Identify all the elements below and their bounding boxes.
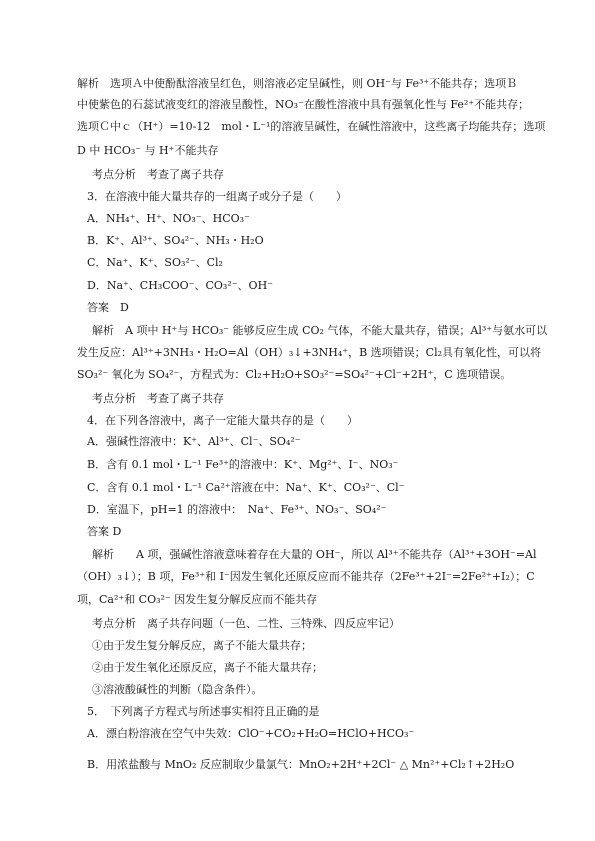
section-heading: 考点分析 离子共存问题（一色、二性、三特殊、四反应牢记）: [92, 617, 400, 630]
text-line: 解析 选项Ａ中使酚酞溶液呈红色，则溶液必定呈碱性，则 OH⁻与 Fe³⁺不能共存；选项Ｂ: [77, 77, 518, 90]
list-item: ①由于发生复分解反应，离子不能大量共存；: [92, 639, 312, 652]
option-c: C．含有 0.1 mol・L⁻¹ Ca²⁺溶液在中：Na⁺、K⁺、CO₃²⁻、Cl⁻: [87, 481, 405, 494]
text-line: 解析 A 项，强碱性溶液意味着存在大量的 OH⁻，所以 Al³⁺不能共存（Al³⁺+3OH⁻=Al: [92, 548, 537, 561]
option-d: D．室温下，pH=1 的溶液中： Na⁺、Fe³⁺、NO₃⁻、SO₄²⁻: [87, 503, 387, 516]
question-stem: 5． 下列离子方程式与所述事实相符且正确的是: [87, 705, 320, 718]
option-b: B．用浓盐酸与 MnO₂ 反应制取少量氯气：MnO₂+2H⁺+2Cl⁻ △ Mn²⁺+Cl₂↑+2H₂O: [87, 758, 515, 771]
text-line: D 中 HCO₃⁻ 与 H⁺不能共存: [77, 144, 219, 157]
question-stem: 4．在下列各溶液中，离子一定能大量共存的是（ ）: [87, 414, 358, 427]
option-a: A．强碱性溶液中：K⁺、Al³⁺、Cl⁻、SO₄²⁻: [87, 435, 301, 448]
option-c: C．Na⁺、K⁺、SO₃²⁻、Cl₂: [87, 256, 223, 269]
text-line: （OH）₃↓）；B 项，Fe³⁺和 I⁻因发生氧化还原反应而不能共存（2Fe³⁺+2I⁻=2Fe²⁺+I₂）；C: [77, 570, 535, 583]
option-d: D．Na⁺、CH₃COO⁻、CO₃²⁻、OH⁻: [87, 279, 273, 292]
option-b: B．K⁺、Al³⁺、SO₄²⁻、NH₃・H₂O: [87, 234, 264, 247]
question-stem: 3．在溶液中能大量共存的一组离子或分子是（ ）: [87, 190, 347, 203]
text-line: 中使紫色的石蕊试液变红的溶液呈酸性，NO₃⁻在酸性溶液中具有强氧化性与 Fe²⁺不能共存；: [77, 98, 530, 111]
answer-label: 答案 D: [87, 525, 122, 538]
section-heading: 考点分析 考查了离子共存: [92, 168, 224, 181]
option-a: A．漂白粉溶液在空气中失效：ClO⁻+CO₂+H₂O=HClO+HCO₃⁻: [87, 727, 415, 740]
list-item: ②由于发生氧化还原反应，离子不能大量共存；: [92, 661, 323, 674]
text-line: 解析 A 项中 H⁺与 HCO₃⁻ 能够反应生成 CO₂ 气体，不能大量共存，错误；Al³⁺与氨水可以: [92, 324, 548, 337]
list-item: ③溶液酸碱性的判断（隐含条件）。: [92, 683, 263, 696]
option-a: A．NH₄⁺、H⁺、NO₃⁻、HCO₃⁻: [87, 212, 250, 225]
text-line: 项，Ca²⁺和 CO₃²⁻ 因发生复分解反应而不能共存: [77, 593, 318, 606]
section-heading: 考点分析 考查了离子共存: [92, 392, 224, 405]
answer-label: 答案 D: [87, 301, 129, 314]
text-line: SO₃²⁻ 氧化为 SO₄²⁻，方程式为：Cl₂+H₂O+SO₃²⁻=SO₄²⁻+Cl⁻+2H⁺，C 选项错误。: [77, 368, 512, 381]
option-b: B．含有 0.1 mol・L⁻¹ Fe³⁺的溶液中：K⁺、Mg²⁺、I⁻、NO₃⁻: [87, 458, 399, 471]
text-line: 发生反应：Al³⁺+3NH₃・H₂O=Al（OH）₃↓+3NH₄⁺，B 选项错误；Cl₂具有氧化性，可以将: [77, 346, 542, 359]
text-line: 选项Ｃ中ｃ（H⁺）=10-12 mol・L⁻¹的溶液呈碱性，在碱性溶液中，这些离子均能共存；选项: [77, 120, 546, 133]
